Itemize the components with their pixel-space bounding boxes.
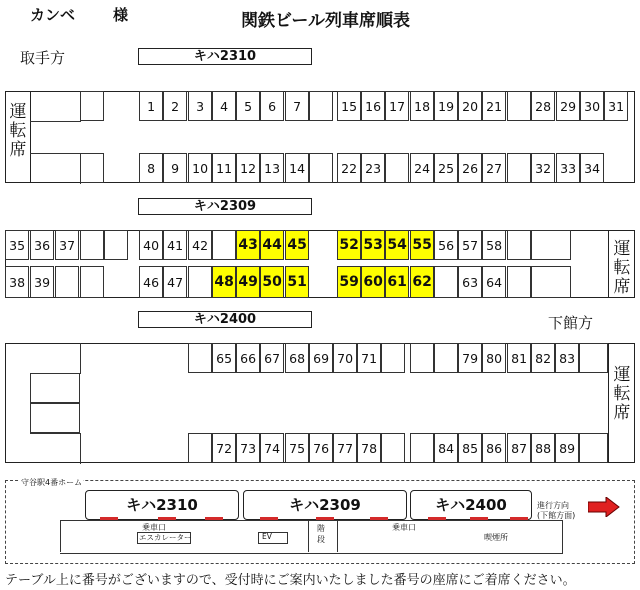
- seat-28: 28: [531, 91, 555, 121]
- platform-car-2310: キハ2310: [85, 490, 239, 520]
- seat-31: 31: [604, 91, 628, 121]
- seat-48: 48: [212, 266, 236, 298]
- seat-17: 17: [385, 91, 409, 121]
- boarding-label-1: 乗車口: [142, 523, 166, 532]
- seat-84: 84: [434, 433, 458, 463]
- seat-76: 76: [309, 433, 333, 463]
- direction-toride: 取手方: [20, 49, 66, 67]
- customer-name: カンベ: [30, 6, 76, 24]
- seat-3: 3: [188, 91, 212, 121]
- seat-72: 72: [212, 433, 236, 463]
- empty-seat-box: [579, 343, 608, 373]
- car-label-2309: キハ2309: [138, 198, 312, 215]
- seat-25: 25: [434, 153, 458, 183]
- seat-89: 89: [555, 433, 579, 463]
- seat-7: 7: [285, 91, 309, 121]
- arrow-right-icon: [588, 497, 620, 517]
- empty-seat-box: [579, 433, 608, 463]
- seat-70: 70: [333, 343, 357, 373]
- footer-note: テーブル上に番号がございますので、受付時にご案内いたしました番号の座席にご着席ください。: [5, 573, 576, 588]
- seat-12: 12: [236, 153, 260, 183]
- smoking-area-label: 喫煙所: [484, 533, 508, 542]
- ev-label: EV: [262, 532, 272, 541]
- seat-6: 6: [260, 91, 284, 121]
- seat-63: 63: [458, 266, 482, 298]
- seat-40: 40: [139, 230, 163, 260]
- seat-74: 74: [260, 433, 284, 463]
- seat-67: 67: [260, 343, 284, 373]
- seat-16: 16: [361, 91, 385, 121]
- empty-seat-box: [507, 230, 531, 260]
- seat-49: 49: [236, 266, 260, 298]
- seat-2: 2: [163, 91, 187, 121]
- empty-seat-box: [212, 230, 236, 260]
- seat-51: 51: [285, 266, 309, 298]
- seat-18: 18: [410, 91, 434, 121]
- seat-11: 11: [212, 153, 236, 183]
- seat-24: 24: [410, 153, 434, 183]
- seat-38: 38: [5, 266, 29, 298]
- seat-66: 66: [236, 343, 260, 373]
- car-label-2400: キハ2400: [138, 311, 312, 328]
- car-label-2310: キハ2310: [138, 48, 312, 65]
- seat-50: 50: [260, 266, 284, 298]
- seat-54: 54: [385, 230, 409, 260]
- seat-15: 15: [337, 91, 361, 121]
- seat-69: 69: [309, 343, 333, 373]
- seat-35: 35: [5, 230, 29, 260]
- empty-seat-box: [410, 343, 434, 373]
- seat-68: 68: [285, 343, 309, 373]
- seat-21: 21: [482, 91, 506, 121]
- seat-73: 73: [236, 433, 260, 463]
- car-2310-corner-box-bottom: [30, 153, 81, 184]
- seat-65: 65: [212, 343, 236, 373]
- empty-seat-box: [531, 230, 571, 260]
- empty-seat-box: [385, 153, 409, 183]
- seat-79: 79: [458, 343, 482, 373]
- seat-32: 32: [531, 153, 555, 183]
- seat-82: 82: [531, 343, 555, 373]
- seat-57: 57: [458, 230, 482, 260]
- seat-81: 81: [507, 343, 531, 373]
- seat-19: 19: [434, 91, 458, 121]
- seat-22: 22: [337, 153, 361, 183]
- seat-59: 59: [337, 266, 361, 298]
- seat-1: 1: [139, 91, 163, 121]
- empty-seat-box: [381, 433, 405, 463]
- empty-seat-box: [80, 230, 104, 260]
- seat-39: 39: [30, 266, 54, 298]
- direction-shimodate: 下館方: [548, 314, 594, 332]
- seat-55: 55: [410, 230, 434, 260]
- escalator-label: エスカレーター: [139, 533, 192, 542]
- seat-33: 33: [556, 153, 580, 183]
- empty-seat-box: [507, 153, 531, 183]
- seat-23: 23: [361, 153, 385, 183]
- seat-45: 45: [285, 230, 309, 260]
- empty-seat-box: [434, 343, 458, 373]
- empty-seat-box: [104, 230, 128, 260]
- seat-43: 43: [236, 230, 260, 260]
- empty-seat-box: [55, 266, 79, 298]
- page-title: 関鉄ビール列車席順表: [241, 11, 410, 31]
- platform-car-2309: キハ2309: [243, 490, 407, 520]
- honorific: 様: [113, 6, 129, 24]
- seat-47: 47: [163, 266, 187, 298]
- empty-seat-box: [507, 91, 531, 121]
- empty-seat-box: [188, 433, 212, 463]
- seat-10: 10: [188, 153, 212, 183]
- seat-46: 46: [139, 266, 163, 298]
- driver-seat-label-2400: 運 転 席: [613, 365, 631, 423]
- seat-5: 5: [236, 91, 260, 121]
- empty-seat-box: [30, 403, 80, 433]
- seat-44: 44: [260, 230, 284, 260]
- driver-seat-label-2309: 運 転 席: [613, 239, 631, 297]
- seat-61: 61: [385, 266, 409, 298]
- seat-60: 60: [361, 266, 385, 298]
- seat-41: 41: [163, 230, 187, 260]
- platform-edge-left: [60, 520, 62, 552]
- empty-seat-box: [309, 91, 333, 121]
- seat-75: 75: [285, 433, 309, 463]
- seat-64: 64: [482, 266, 506, 298]
- stairs-label: 階 段: [317, 524, 325, 544]
- seat-62: 62: [410, 266, 434, 298]
- seat-85: 85: [458, 433, 482, 463]
- seat-53: 53: [361, 230, 385, 260]
- seat-56: 56: [434, 230, 458, 260]
- seat-13: 13: [260, 153, 284, 183]
- seat-71: 71: [357, 343, 381, 373]
- seat-86: 86: [482, 433, 506, 463]
- seat-52: 52: [337, 230, 361, 260]
- seat-58: 58: [482, 230, 506, 260]
- seat-88: 88: [531, 433, 555, 463]
- platform-car-2400: キハ2400: [410, 490, 532, 520]
- empty-seat-box: [80, 266, 104, 298]
- direction-sub-label: (下館方面): [537, 511, 576, 520]
- seat-26: 26: [458, 153, 482, 183]
- seat-4: 4: [212, 91, 236, 121]
- empty-seat-box: [381, 343, 405, 373]
- empty-seat-box: [434, 266, 458, 298]
- seat-36: 36: [30, 230, 54, 260]
- empty-seat-box: [188, 266, 212, 298]
- seat-78: 78: [357, 433, 381, 463]
- driver-seat-label-2310: 運 転 席: [9, 102, 27, 160]
- seat-83: 83: [555, 343, 579, 373]
- station-platform-label: 守谷駅4番ホーム: [21, 478, 83, 487]
- seat-8: 8: [139, 153, 163, 183]
- seat-42: 42: [188, 230, 212, 260]
- seat-29: 29: [556, 91, 580, 121]
- car-2310-corner-box-top: [30, 91, 81, 122]
- seat-9: 9: [163, 153, 187, 183]
- empty-seat-box: [30, 373, 80, 403]
- empty-seat-box: [80, 153, 104, 183]
- car-2400-corner-box-bottom: [30, 433, 81, 464]
- seat-80: 80: [482, 343, 506, 373]
- seat-30: 30: [580, 91, 604, 121]
- car-2400-corner-box-top: [30, 343, 81, 374]
- boarding-label-2: 乗車口: [392, 523, 416, 532]
- seat-20: 20: [458, 91, 482, 121]
- seat-14: 14: [285, 153, 309, 183]
- seat-77: 77: [333, 433, 357, 463]
- seat-87: 87: [507, 433, 531, 463]
- empty-seat-box: [410, 433, 434, 463]
- seat-27: 27: [482, 153, 506, 183]
- empty-seat-box: [188, 343, 212, 373]
- seat-37: 37: [55, 230, 79, 260]
- empty-seat-box: [507, 266, 531, 298]
- empty-seat-box: [309, 153, 333, 183]
- seat-34: 34: [580, 153, 604, 183]
- empty-seat-box: [80, 91, 104, 121]
- direction-label: 進行方向: [537, 501, 569, 510]
- empty-seat-box: [531, 266, 571, 298]
